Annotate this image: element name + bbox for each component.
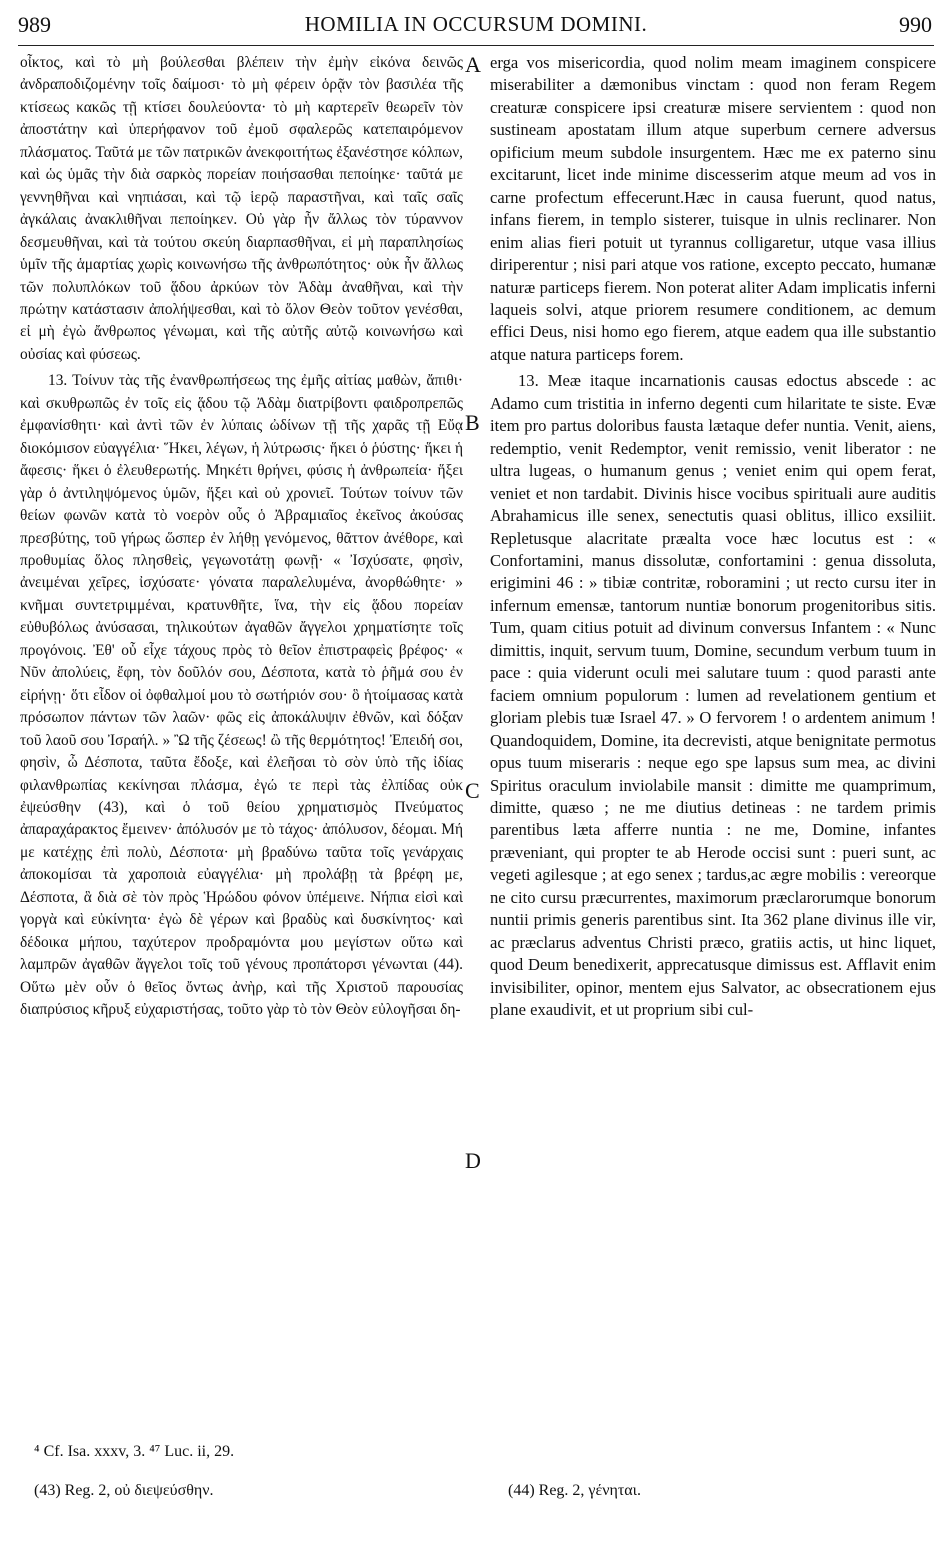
header-rule — [18, 45, 934, 46]
margin-marker-b: B — [465, 410, 480, 435]
margin-marker-d: D — [465, 1148, 481, 1173]
margin-marker-a: A — [465, 52, 481, 77]
page-header — [0, 10, 952, 42]
latin-column — [490, 52, 936, 1021]
footnote-44: (44) Reg. 2, γένηται. — [508, 1482, 641, 1499]
page-number-right: 990 — [899, 12, 932, 37]
latin-paragraph-1: erga vos misericordia, quod nolim meam imaginem conspicere miserabiliter a dæmonibus vinctam : quod non feram Regem creaturæ conspicere ipsi creaturæ misere servientem : quod non sustineam apostatam illum atque superbum cernere adversus opificium meum subdole insurgentem. Hæc me ex paterno sinu excitarunt, licet inde minime discesserim atque meum ad vos in carne profectum effecerunt.Hæc in causa fuerunt, quod natus, infans fierem, in templo sisterer, tuisque in ulnis reclinarer. Non enim alias fieri potuit ut tyrannus colligaretur, utque vasa illius diriperentur ; nisi pari atque vos ratione, excepto peccato, humanæ naturæ particeps fierem. Non poterat aliter Adam implicatis inferni laqueis solvi, atque priorem resumere conditionem, ac demum effici Deus, nisi homo ego fierem, atque eadem qua ille substantio atque natura particeps forem. — [490, 53, 936, 364]
greek-paragraph-13: 13. Τοίνυν τὰς τῆς ἐνανθρωπήσεως της ἐμῆς αἰτίας μαθὼν, ἄπιθι· καὶ σκυθρωπῶς ἐν τοῖς εἰς ᾅδου τῷ Ἀδὰμ διατρίβοντι φαιδροπρεπῶς ἐμφανίσθητι· καὶ ἀντὶ τῶν ἐν λύπαις ὠδίνων τῇ τῆς χαρᾶς τῇ Εὔᾳ διοκόμισον εὐαγγέλια· Ἥκει, λέγων, ἡ λύτρωσις· ἥκει ὁ ῥύστης· ἥκει ἡ ἄφεσις· ἥκει ὁ ἐλευθερωτής. Μηκέτι θρήνει, φύσις ἡ ἀνθρωπεία· ἥξει γὰρ ὁ ἀντιληψόμενος ὑμῶν, ἥξει καὶ οὐ χρονιεῖ. Τούτων τοίνυν τῶν θείων φωνῶν κατὰ τὸ νοερὸν οὖς ὁ Ἀβραμιαῖος ἐκεῖνος ἀκούσας πρεσβύτης, τοῦ γήρως ὥσπερ ἐν λήθῃ γενόμενος, θᾶττον ἀνέθορε, καὶ προθυμίας ὅλος πλησθεὶς, γεγωνοτάτῃ φωνῇ· « Ἰσχύσατε, φησὶν, ἀνειμέναι χεῖρες, ἰσχύσατε· γόνατα παραλελυμένα, ἀνορθώθητε· » κνῆμαι συντετριμμέναι, κρατυνθῆτε, ἵνα, τὴν εἰς ᾅδου πορείαν εὐθυβόλως ἀνύσασαι, τηλικούτων ἀγαθῶν ἄγγελοι χρηματίσητε τοῖς προγόνοις. Ἐθ' οὗ εἶχε τάχους πρὸς τὸ θεῖον ἐπιστραφεὶς βρέφος· « Νῦν ἀπολύεις, ἔφη, τὸν δοῦλόν σου, Δέσποτα, κατὰ τὸ ῥῆμά σου ἐν εἰρήνῃ· ὅτι εἶδον οἱ ὀφθαλμοί μου τὸ σωτήριόν σου· ὃ ἡτοίμασας κατὰ πρόσωπον πάντων τῶν λαῶν· φῶς εἰς ἀποκάλυψιν ἐθνῶν, καὶ δόξαν τοῦ λαοῦ σου Ἰσραήλ. » Ὢ τῆς ζέσεως! ὢ τῆς θερμότητος! Ἐπειδή σοι, φησὶν, ὦ Δέσποτα, ταῦτα ἔδοξε, καὶ ἐλεῆσαι τὸ σὸν ὑπὸ τῆς ἰδίας φιλανθρωπίας κεκίνησαι πλάσμα, ἐγώ τε περὶ τὰς ἐλπίδας οὐκ ἐψεύσθην (43), καὶ ὁ τοῦ θείου χρηματισμὸς Πνεύματος ἀπαραχάρακτος ἔμεινεν· ἀπόλυσόν με τὸ τάχος· ἀπόλυσον, δέομαι. Μή με κατέχῃς ἐπὶ πολὺ, Δέσποτα· μὴ βραδύνω ταῦτα τοῖς γενάρχαις ἀποκομίσαι τὰ χαροποιὰ εὐαγγέλια· μὴ προλάβῃ τὰ βρέφη με, Δέσποτα, ἃ διὰ σὲ τὸν πρὸς Ἡρώδου φόνον ὑπέμεινε. Νήπια εἰσὶ καὶ γοργὰ καὶ εὐκίνητα· ἐγὼ δὲ γέρων καὶ βραδὺς καὶ δυσκίνητος· καὶ δέδοικα μήπου, ταχύτερον προδραμόντα μου μεγίστων οὕτω καὶ λαμπρῶν ἀγαθῶν ἄγγελοι τοῖς τοῦ γένους προπάτορσι γένωνται (44). Οὕτω μὲν οὖν ὁ θεῖος ὄντως ἀνὴρ, καὶ τῆς Χριστοῦ παρουσίας διαπρύσιος κῆρυξ εὐχαριστήσας, τοῦτο γὰρ τὸ τὸν Θεὸν εὐλογῆσαι δη- — [20, 372, 463, 1019]
page-number-left: 989 — [18, 12, 51, 37]
greek-paragraph-1: οἶκτος, καὶ τὸ μὴ βούλεσθαι βλέπειν τὴν ἐμὴν εἰκόνα δεινῶς ἀνδραποδιζομένην τοῖς δαίμοσι· τὸ μὴ φέρειν ὁρᾷν τὸν βασιλέα τῆς κτίσεως κακῶς τῇ κτίσει δουλεύοντα· τὸ μὴ καρτερεῖν θεωρεῖν τὸν ἀποστάτην καὶ ὑπερήφανον τοῦ ἐμοῦ σφαλερῶς κατεπαιρόμενον πλάσματος. Ταῦτά με τῶν πατρικῶν ἀνεκφοιτήτως ἐξανέστησε κόλπων, καὶ ὡς ὑμᾶς τὴν διὰ σαρκὸς πορείαν ποιήσασθαι πεποίηκε· ταῦτά με γεννηθῆναι καὶ νηπιάσαι, καὶ τῷ ἱερῷ παραστῆναι, καὶ ταῖς σαῖς ἀγκάλαις ἀνακλιθῆναι πεποίηκεν. Οὐ γὰρ ἦν ἄλλως τὸν τύραννον δεσμευθῆναι, καὶ τὰ τούτου σκεύη διαρπασθῆναι, εἰ μὴ παραπλησίως ὑμῖν τῆς ἁμαρτίας χωρὶς κοινωνήσω τῆς ἀνθρωπότητος· οὐκ ἦν ἄλλως τῶν πολυπλόκων τοῦ ᾅδου ἀρκύων τὸν Ἀδὰμ ἀναθῆναι, καὶ τὴν πρώτην κατάστασιν ἀπολήψεσθαι, καὶ τὸ ὅλον Θεὸν τοῦτον γενέσθαι, εἰ μὴ ἐγὼ ἄνθρωπος γένωμαι, καὶ τῆς αὐτῆς αὐτῷ κοινωνήσω καὶ οὐσίας καὶ φύσεως. — [20, 54, 463, 363]
greek-column — [20, 52, 463, 1021]
margin-marker-c: C — [465, 778, 480, 803]
latin-paragraph-13: 13. Meæ itaque incarnationis causas edoctus abscede : ac Adamo cum tristitia in inferno degenti cum hilaritate te siste. Evæ item pro partus doloribus fausta lætaque defer nuntia. Venit, aiens, redemptio, venit Redemptor, venit remissio, venit liberator : ne ultra lugeas, o humanum genus ; veniet enim qui opem ferat, veniet et non tardabit. Divinis hisce vocibus spirituali aure auditis Abrahamicus ille senex, senectutis quasi oblitus, illico exsiliit. Repletusque alacritate præalta voce hæc locutus est : « Confortamini, manus dissolutæ, confortamini : genua dissoluta, erigimini 46 : » tibiæ contritæ, roboramini ; ut recto cursu iter in infernum emensæ, tantorum nuntiæ bonorum progenitoribus sitis. Tum, quam citius potuit ad divinum conversus Infantem : « Nunc dimittis, inquit, servum tuum, Domine, secundum verbum tuum in pace : quia viderunt oculi mei salutare tuum : quod parasti ante faciem omnium populorum : lumen ad revelationem gentium et gloriam plebis tuæ Israel 47. » O fervorem ! o ardentem animum ! Quandoquidem, Domine, ita decrevisti, atque benignitate permotus opus tuum miseraris : neque ego spe lapsus sum mea, ac divini Spiritus oraculum inviolabile mansit : dimitte me quamprimum, dimitte, quæso ; ne me diutius detineas : ne tardem primis parentibus læta afferre nuntia : ne me, Domine, infantes præveniant, qui propter te ab Herode occisi sunt : pueri sunt, ac vegeti agilesque ; at ego senex ; tardus,ac ægre mobilis : vereorque ne cito cursu præcurrentes, maximorum præclarorumque bonorum nuntii primis generis parentibus sint. Ita 362 plane divinus ille vir, ac præclarus adventus Christi præco, gratiis actis, ut hinc liquet, quod Deum benedixerit, apprecatusque dimissus est. Afflavit enim invisibiliter, opinor, mentem ejus Salvator, ac obsecrationem ejus plane exaudivit, et ut proprium sibi cul- — [490, 371, 936, 1020]
running-title: HOMILIA IN OCCURSUM DOMINI. — [304, 12, 648, 36]
footnote-43: (43) Reg. 2, οὐ διεψεύσθην. — [34, 1482, 214, 1499]
footnote-scripture-refs: ⁴ Cf. Isa. xxxv, 3. ⁴⁷ Luc. ii, 29. — [34, 1443, 235, 1460]
